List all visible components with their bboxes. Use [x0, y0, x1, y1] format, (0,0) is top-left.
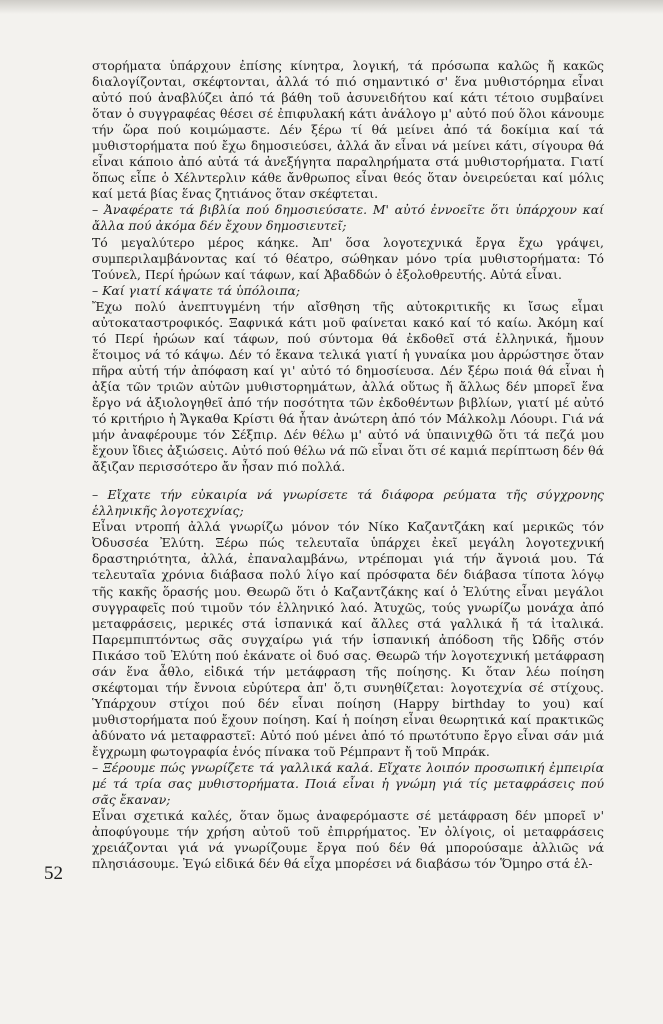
page-number: 52 — [44, 863, 63, 884]
question-paragraph: – Ξέρουμε πώς γνωρίζετε τά γαλλικά καλά. Εἴχατε λοιπόν προσωπική ἐμπειρία μέ τά τρία σας μυθιστορήματα. Ποιά εἶναι ἡ γνώμη γιά τίς μεταφράσεις πού σᾶς ἔκαναν; — [92, 760, 604, 808]
answer-paragraph: Ἔχω πολύ ἀνεπτυγμένη τήν αἴσθηση τῆς αὐτοκριτικῆς κι ἴσως εἶμαι αὐτοκαταστροφικός. Ξαφνικά κάτι μοῦ φαίνεται κακό καί τό καίω. Ἀκόμη καί τό Περί ἡρώων καί τάφων, πού σύντομα θά ἐκδοθεῖ στά ἑλληνικά, ἤμουν ἕτοιμος νά τό κάψω. Δέν τό ἔκανα τελικά γιατί ἡ γυναίκα μου ἀρρώστησε ὅταν πῆρα αὐτή τήν ἀπόφαση καί γι' αὐτό τό δημοσίευσα. Δέν ξέρω ποιά θά εἶναι ἡ ἀξία τῶν τριῶν αὐτῶν μυθιστορημάτων, ἀλλά οὕτως ἤ ἄλλως δέν μπορεῖ ἕνα ἔργο νά ἀξιολογηθεῖ ἀπό τήν ποσότητα τῶν ἐκδοθέντων βιβλίων, γιατί μέ αὐτό τό κριτήριο ἡ Ἄγκαθα Κρίστι θά ἦταν ἀνώτερη ἀπό τόν Μάλκολμ Λόουρι. Γιά νά μήν ἀναφέρουμε τόν Σέξπιρ. Δέν θέλω μ' αὐτό νά ὑπαινιχθῶ ὅτι τά πεζά μου ἔχουν ἴδιες ἀξιώσεις. Αὐτό πού θέλω νά πῶ εἶναι ὅτι σέ καμιά περίπτωση δέν θά ἄξιζαν περισσότερο ἄν ἦσαν πιό πολλά. — [92, 298, 604, 475]
question-paragraph: – Εἴχατε τήν εὐκαιρία νά γνωρίσετε τά διάφορα ρεύματα τῆς σύγχρονης ἑλληνικῆς λογοτεχνίας; — [92, 487, 604, 519]
interview-text — [92, 58, 604, 872]
answer-paragraph: στορήματα ὑπάρχουν ἐπίσης κίνητρα, λογική, τά πρόσωπα καλῶς ἤ κακῶς διαλογίζονται, σκέφτονται, ἀλλά τό πιό σημαντικό σ' ἕνα μυθιστόρημα εἶναι αὐτό πού ἀναβλύζει ἀπό τά βάθη τοῦ ἀσυνειδήτου καί κάτι τέτοιο συμβαίνει ὅταν ὁ συγγραφέας θέσει σέ ἐπιφυλακή κάτι ἀνάλογο μ' αὐτό πού ὅλοι κάνουμε τήν ὥρα πού κοιμώμαστε. Δέν ξέρω τί θά μείνει ἀπό τά δοκίμια καί τά μυθιστορήματα πού ἔχω δημοσιεύσει, ἀλλά ἄν εἶναι νά μείνει κάτι, σίγουρα θά εἶναι κάποιο ἀπό αὐτά τά ἀνεξήγητα παραληρήματα στά μυθιστορήματα. Γιατί ὅπως εἶπε ὁ Χέλντερλιν κάθε ἄνθρωπος εἶναι θεός ὅταν ὀνειρεύεται καί μόλις καί μετά βίας ἕνας ζητιάνος ὅταν σκέφτεται. — [92, 58, 604, 202]
answer-paragraph: Εἶναι σχετικά καλές, ὅταν ὅμως ἀναφερόμαστε σέ μετάφραση δέν μπορεῖ ν' ἀποφύγουμε τήν χρήση αὐτοῦ τοῦ ἐπιρρήματος. Ἐν ὀλίγοις, οἱ μεταφράσεις χρειάζονται γιά νά γνωρίζουμε ἔργα πού δέν θά μπορούσαμε ἀλλιῶς νά πλησιάσουμε. Ἐγώ εἰδικά δέν θά εἶχα μπορέσει νά διαβάσω τόν Ὅμηρο στά ἑλ- — [92, 808, 604, 872]
question-paragraph: – Καί γιατί κάψατε τά ὑπόλοιπα; — [92, 282, 301, 298]
scan-top-edge — [0, 0, 663, 14]
section-gap — [92, 475, 604, 487]
answer-paragraph: Εἶναι ντροπή ἀλλά γνωρίζω μόνον τόν Νίκο Καζαντζάκη καί μερικῶς τόν Ὀδυσσέα Ἐλύτη. Ξέρω πώς τελευταῖα ὑπάρχει ἐκεῖ μεγάλη λογοτεχνική δραστηριότητα, ἀλλά, ἐπαναλαμβάνω, ντρέπομαι γιά τήν ἄγνοιά μου. Τά τελευταῖα χρόνια διάβασα πολύ λίγο καί πρόσφατα δέν διάβασα τίποτα λόγῳ τῆς κακῆς ὅρασής μου. Θεωρῶ ὅτι ὁ Καζαντζάκης καί ὁ Ἐλύτης εἶναι μεγάλοι συγγραφεῖς πού τιμοῦν τόν ἑλληνικό λαό. Ἀτυχῶς, τούς γνωρίζω μονάχα ἀπό μεταφράσεις, μερικές στά ἱσπανικά καί ἄλλες στά γαλλικά ἤ τά ἰταλικά. Παρεμπιπτόντως σᾶς συγχαίρω γιά τήν ἱσπανική ἀπόδοση τῆς Ὠδῆς στόν Πικάσο τοῦ Ἐλύτη πού ἐκάνατε οἱ δυό σας. Θεωρῶ τήν λογοτεχνική μετάφραση σάν ἕνα ἆθλο, εἰδικά τήν μετάφραση τῆς ποίησης. Κι ὅταν λέω ποίηση σκέφτομαι τήν ἔννοια εὐρύτερα ἀπ' ὅ,τι συνηθίζεται: λογοτεχνία σέ στίχους. Ὑπάρχουν στίχοι πού δέν εἶναι ποίηση (Happy birthday to you) καί μυθιστορήματα πού ἔχουν ποίηση. Καί ἡ ποίηση εἶναι θεωρητικά καί πρακτικῶς ἀδύνατο νά μεταφραστεῖ: Αὐτό πού μένει ἀπό τό πρωτότυπο ἔργο εἶναι σάν μιά ἔγχρωμη φωτογραφία ἑνός πίνακα τοῦ Ρέμπραντ ἤ τοῦ Μπράκ. — [92, 519, 604, 759]
question-paragraph: – Ἀναφέρατε τά βιβλία πού δημοσιεύσατε. Μ' αὐτό ἐννοεῖτε ὅτι ὑπάρχουν καί ἄλλα πού ἀκόμα δέν ἔχουν δημοσιευτεῖ; — [92, 202, 604, 234]
answer-paragraph: Τό μεγαλύτερο μέρος κάηκε. Ἀπ' ὅσα λογοτεχνικά ἔργα ἔχω γράψει, συμπεριλαμβάνοντας καί τό θέατρο, σώθηκαν μόνο τρία μυθιστορήματα: Τό Τούνελ, Περί ἡρώων καί τάφων, καί Ἀβαδδών ὁ ἐξολοθρευτής. Αὐτά εἶναι. — [92, 234, 604, 282]
